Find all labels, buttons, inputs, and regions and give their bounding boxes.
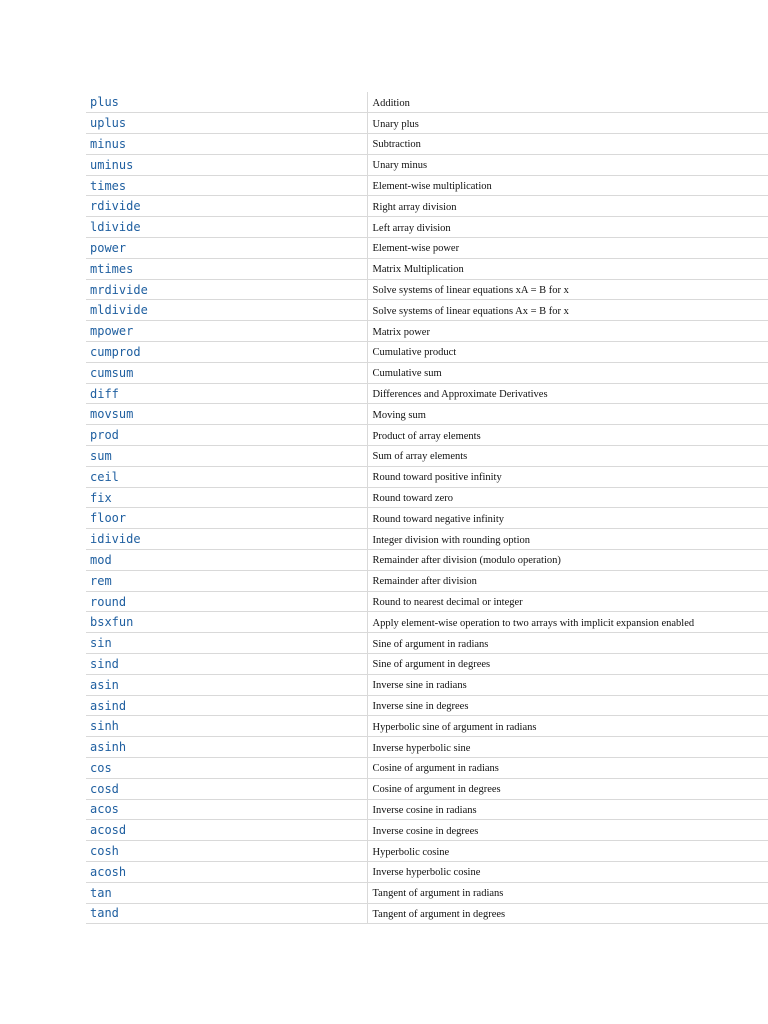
function-name[interactable]: sinh bbox=[86, 716, 367, 737]
function-table bbox=[86, 92, 768, 924]
function-description: Inverse hyperbolic sine bbox=[367, 737, 768, 758]
function-description: Inverse sine in radians bbox=[367, 674, 768, 695]
function-name[interactable]: cosd bbox=[86, 778, 367, 799]
function-name[interactable]: cumsum bbox=[86, 362, 367, 383]
function-name[interactable]: tand bbox=[86, 903, 367, 924]
table-row bbox=[86, 716, 768, 737]
function-description: Hyperbolic sine of argument in radians bbox=[367, 716, 768, 737]
table-row bbox=[86, 383, 768, 404]
function-name[interactable]: diff bbox=[86, 383, 367, 404]
function-description: Cumulative sum bbox=[367, 362, 768, 383]
table-row bbox=[86, 591, 768, 612]
table-row bbox=[86, 279, 768, 300]
table-row bbox=[86, 258, 768, 279]
table-row bbox=[86, 674, 768, 695]
table-row bbox=[86, 550, 768, 571]
function-name[interactable]: movsum bbox=[86, 404, 367, 425]
function-name[interactable]: uplus bbox=[86, 113, 367, 134]
table-row bbox=[86, 342, 768, 363]
function-description: Product of array elements bbox=[367, 425, 768, 446]
function-name[interactable]: acosh bbox=[86, 861, 367, 882]
table-row bbox=[86, 612, 768, 633]
function-description: Inverse hyperbolic cosine bbox=[367, 861, 768, 882]
function-name[interactable]: times bbox=[86, 175, 367, 196]
table-row bbox=[86, 404, 768, 425]
function-description: Moving sum bbox=[367, 404, 768, 425]
function-description: Apply element-wise operation to two arrays with implicit expansion enabled bbox=[367, 612, 768, 633]
function-description: Tangent of argument in radians bbox=[367, 882, 768, 903]
function-description: Solve systems of linear equations Ax = B for x bbox=[367, 300, 768, 321]
table-row bbox=[86, 529, 768, 550]
function-name[interactable]: rem bbox=[86, 570, 367, 591]
function-name[interactable]: mtimes bbox=[86, 258, 367, 279]
function-name[interactable]: mod bbox=[86, 550, 367, 571]
function-name[interactable]: mpower bbox=[86, 321, 367, 342]
table-row bbox=[86, 737, 768, 758]
table-row bbox=[86, 425, 768, 446]
table-row bbox=[86, 175, 768, 196]
function-description: Round toward negative infinity bbox=[367, 508, 768, 529]
table-row bbox=[86, 487, 768, 508]
function-description: Sum of array elements bbox=[367, 446, 768, 467]
function-name[interactable]: round bbox=[86, 591, 367, 612]
function-name[interactable]: asin bbox=[86, 674, 367, 695]
function-description: Element-wise multiplication bbox=[367, 175, 768, 196]
function-name[interactable]: prod bbox=[86, 425, 367, 446]
function-description: Unary minus bbox=[367, 154, 768, 175]
function-description: Left array division bbox=[367, 217, 768, 238]
table-row bbox=[86, 633, 768, 654]
function-name[interactable]: ceil bbox=[86, 466, 367, 487]
function-name[interactable]: power bbox=[86, 238, 367, 259]
function-description: Sine of argument in radians bbox=[367, 633, 768, 654]
table-row bbox=[86, 570, 768, 591]
function-table-body bbox=[86, 92, 768, 924]
function-name[interactable]: mldivide bbox=[86, 300, 367, 321]
function-description: Integer division with rounding option bbox=[367, 529, 768, 550]
table-row bbox=[86, 903, 768, 924]
function-description: Matrix Multiplication bbox=[367, 258, 768, 279]
function-name[interactable]: mrdivide bbox=[86, 279, 367, 300]
function-name[interactable]: sum bbox=[86, 446, 367, 467]
function-description: Solve systems of linear equations xA = B for x bbox=[367, 279, 768, 300]
table-row bbox=[86, 238, 768, 259]
function-name[interactable]: cos bbox=[86, 758, 367, 779]
function-name[interactable]: cumprod bbox=[86, 342, 367, 363]
table-row bbox=[86, 113, 768, 134]
function-name[interactable]: fix bbox=[86, 487, 367, 508]
table-row bbox=[86, 799, 768, 820]
function-description: Round to nearest decimal or integer bbox=[367, 591, 768, 612]
table-row bbox=[86, 217, 768, 238]
function-name[interactable]: ldivide bbox=[86, 217, 367, 238]
table-row bbox=[86, 300, 768, 321]
function-name[interactable]: asind bbox=[86, 695, 367, 716]
table-row bbox=[86, 154, 768, 175]
function-description: Cosine of argument in degrees bbox=[367, 778, 768, 799]
table-row bbox=[86, 882, 768, 903]
function-description: Cosine of argument in radians bbox=[367, 758, 768, 779]
table-row bbox=[86, 861, 768, 882]
function-name[interactable]: rdivide bbox=[86, 196, 367, 217]
table-row bbox=[86, 92, 768, 113]
function-name[interactable]: floor bbox=[86, 508, 367, 529]
table-row bbox=[86, 758, 768, 779]
function-description: Addition bbox=[367, 92, 768, 113]
table-row bbox=[86, 820, 768, 841]
function-description: Remainder after division bbox=[367, 570, 768, 591]
table-row bbox=[86, 362, 768, 383]
function-name[interactable]: acosd bbox=[86, 820, 367, 841]
function-name[interactable]: asinh bbox=[86, 737, 367, 758]
function-name[interactable]: uminus bbox=[86, 154, 367, 175]
function-description: Cumulative product bbox=[367, 342, 768, 363]
function-description: Inverse cosine in radians bbox=[367, 799, 768, 820]
function-description: Hyperbolic cosine bbox=[367, 841, 768, 862]
function-name[interactable]: plus bbox=[86, 92, 367, 113]
function-description: Inverse sine in degrees bbox=[367, 695, 768, 716]
function-description: Right array division bbox=[367, 196, 768, 217]
table-row bbox=[86, 321, 768, 342]
function-name[interactable]: sin bbox=[86, 633, 367, 654]
function-description: Element-wise power bbox=[367, 238, 768, 259]
table-row bbox=[86, 466, 768, 487]
function-description: Tangent of argument in degrees bbox=[367, 903, 768, 924]
table-row bbox=[86, 695, 768, 716]
function-name[interactable]: acos bbox=[86, 799, 367, 820]
function-description: Sine of argument in degrees bbox=[367, 654, 768, 675]
function-name[interactable]: cosh bbox=[86, 841, 367, 862]
function-description: Differences and Approximate Derivatives bbox=[367, 383, 768, 404]
function-description: Subtraction bbox=[367, 134, 768, 155]
table-row bbox=[86, 134, 768, 155]
function-name[interactable]: tan bbox=[86, 882, 367, 903]
function-name[interactable]: minus bbox=[86, 134, 367, 155]
function-description: Remainder after division (modulo operation) bbox=[367, 550, 768, 571]
table-row bbox=[86, 778, 768, 799]
function-name[interactable]: bsxfun bbox=[86, 612, 367, 633]
function-name[interactable]: sind bbox=[86, 654, 367, 675]
table-row bbox=[86, 508, 768, 529]
function-description: Round toward positive infinity bbox=[367, 466, 768, 487]
table-row bbox=[86, 446, 768, 467]
table-row bbox=[86, 196, 768, 217]
function-description: Inverse cosine in degrees bbox=[367, 820, 768, 841]
function-description: Unary plus bbox=[367, 113, 768, 134]
table-row bbox=[86, 654, 768, 675]
function-name[interactable]: idivide bbox=[86, 529, 367, 550]
function-description: Matrix power bbox=[367, 321, 768, 342]
function-description: Round toward zero bbox=[367, 487, 768, 508]
table-row bbox=[86, 841, 768, 862]
